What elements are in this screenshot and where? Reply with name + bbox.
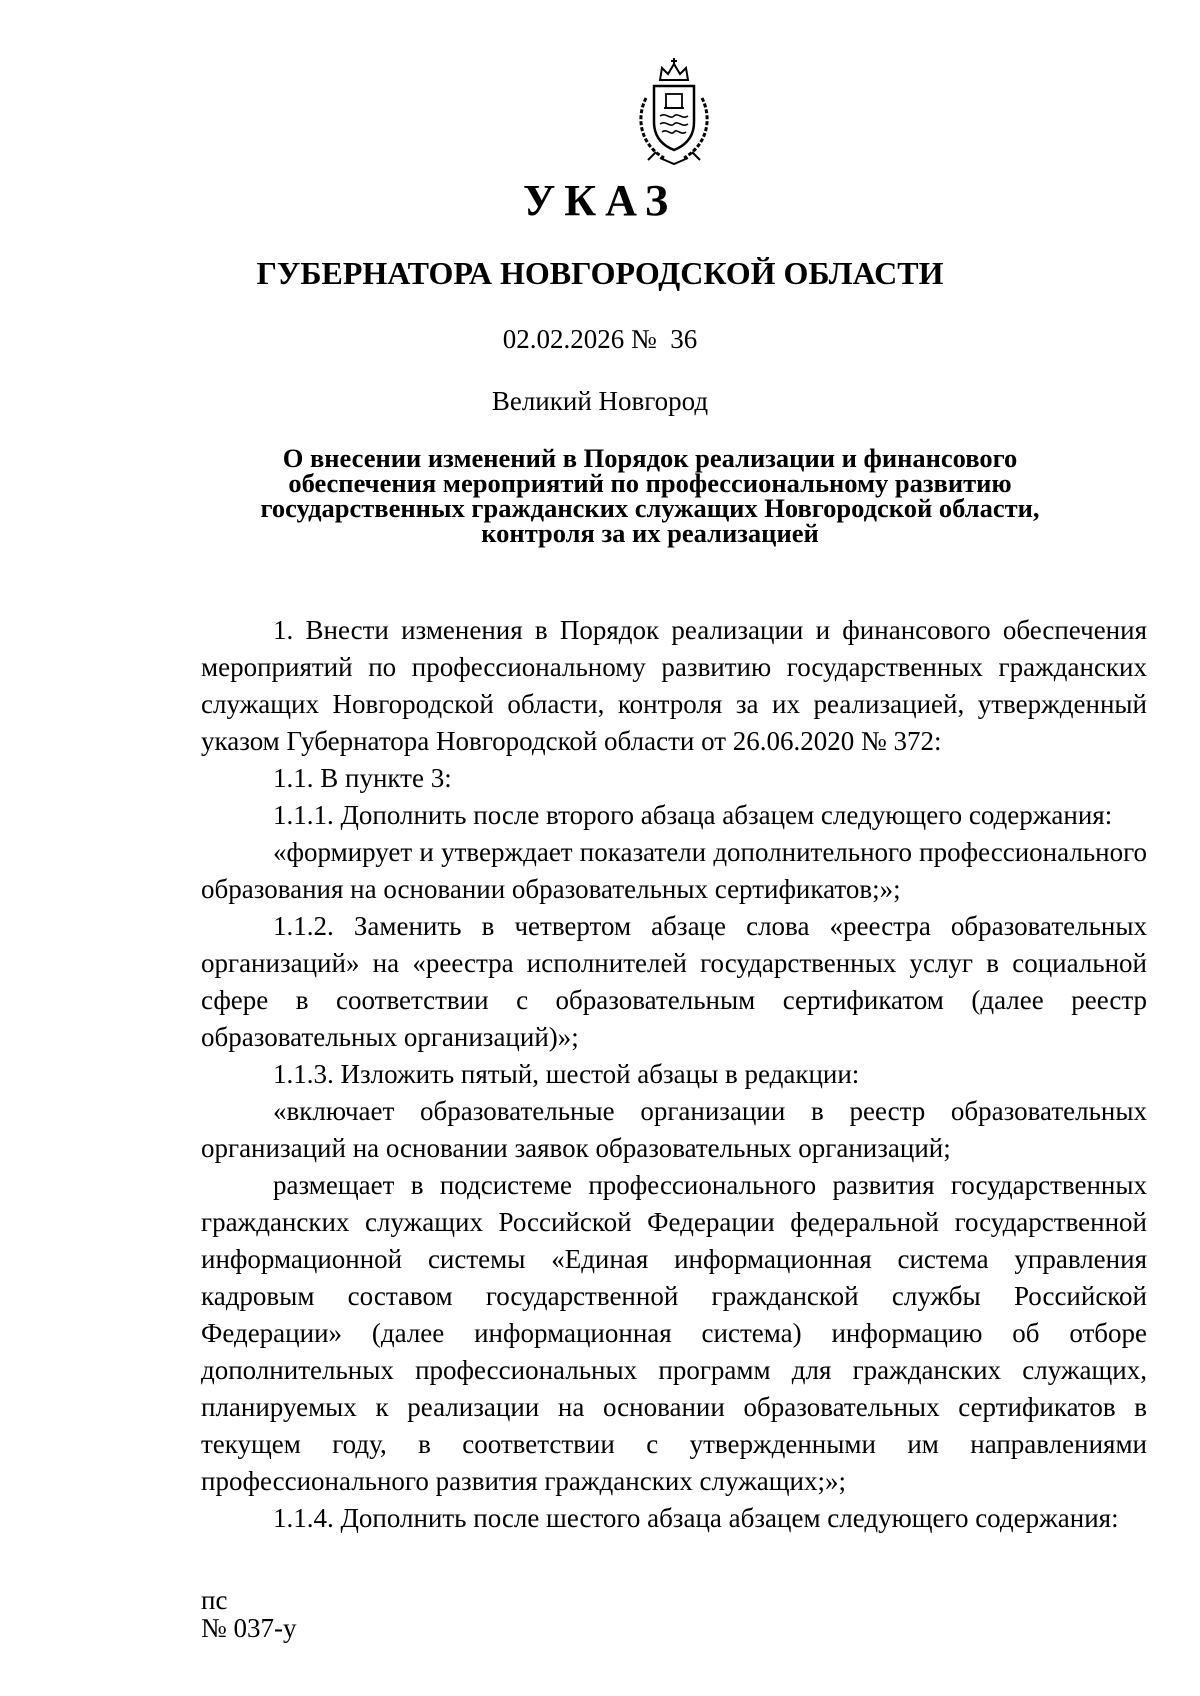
paragraph: «формирует и утверждает показатели дополнительного профессионального образования на основании образовательных сертификатов;»; bbox=[201, 837, 1147, 904]
heading-line: государственных гражданских служащих Новгородской области, bbox=[260, 493, 1040, 523]
coat-of-arms-icon bbox=[630, 58, 718, 166]
document-heading bbox=[200, 443, 1100, 548]
heading-line: обеспечения мероприятий по профессиональному развитию bbox=[288, 468, 1012, 498]
paragraph: 1.1.1. Дополнить после второго абзаца абзацем следующего содержания: bbox=[273, 800, 1113, 830]
footer-line: № 037-у bbox=[201, 1613, 297, 1643]
paragraph: 1. Внести изменения в Порядок реализации и финансового обеспечения мероприятий по профессиональному развитию государственных гражданских служащих Новгородской области, контроля за их реализацией, утвержденный указом Губернатора Новгородской области от 26.06.2020 № 372: bbox=[201, 615, 1147, 756]
paragraph: размещает в подсистеме профессионального развития государственных гражданских служащих Российской Федерации федеральной государственной информационной системы «Единая информационная система управления кадровым составом государственной гражданской службы Российской Федерации» (далее информационная система) информацию об отборе дополнительных профессиональных программ для гражданских служащих, планируемых к реализации на основании образовательных сертификатов в текущем году, в соответствии с утвержденными им направлениями профессионального развития гражданских служащих;»; bbox=[201, 1170, 1147, 1496]
heading-line: контроля за их реализацией bbox=[481, 518, 819, 548]
paragraph: 1.1.4. Дополнить после шестого абзаца абзацем следующего содержания: bbox=[273, 1503, 1119, 1533]
document-type-title: УКАЗ bbox=[522, 176, 678, 225]
paragraph: 1.1. В пункте 3: bbox=[273, 763, 452, 793]
date-and-number: 02.02.2026 № 36 bbox=[502, 324, 698, 354]
paragraph: 1.1.3. Изложить пятый, шестой абзацы в редакции: bbox=[273, 1059, 860, 1089]
paragraph: «включает образовательные организации в реестр образовательных организаций на основании заявок образовательных организаций; bbox=[201, 1096, 1147, 1163]
paragraph: 1.1.2. Заменить в четвертом абзаце слова «реестра образовательных организаций» на «реестра исполнителей государственных услуг в социальной сфере в соответствии с образовательным сертификатом (далее реестр образовательных организаций)»; bbox=[201, 911, 1147, 1052]
place-of-issue: Великий Новгород bbox=[491, 386, 709, 416]
footer-line: пс bbox=[201, 1585, 228, 1615]
footer-registration bbox=[201, 1586, 297, 1642]
document-body bbox=[201, 612, 1147, 1537]
heading-line: О внесении изменений в Порядок реализации и финансового bbox=[282, 443, 1018, 473]
issuer-title: ГУБЕРНАТОРА НОВГОРОДСКОЙ ОБЛАСТИ bbox=[256, 255, 944, 291]
